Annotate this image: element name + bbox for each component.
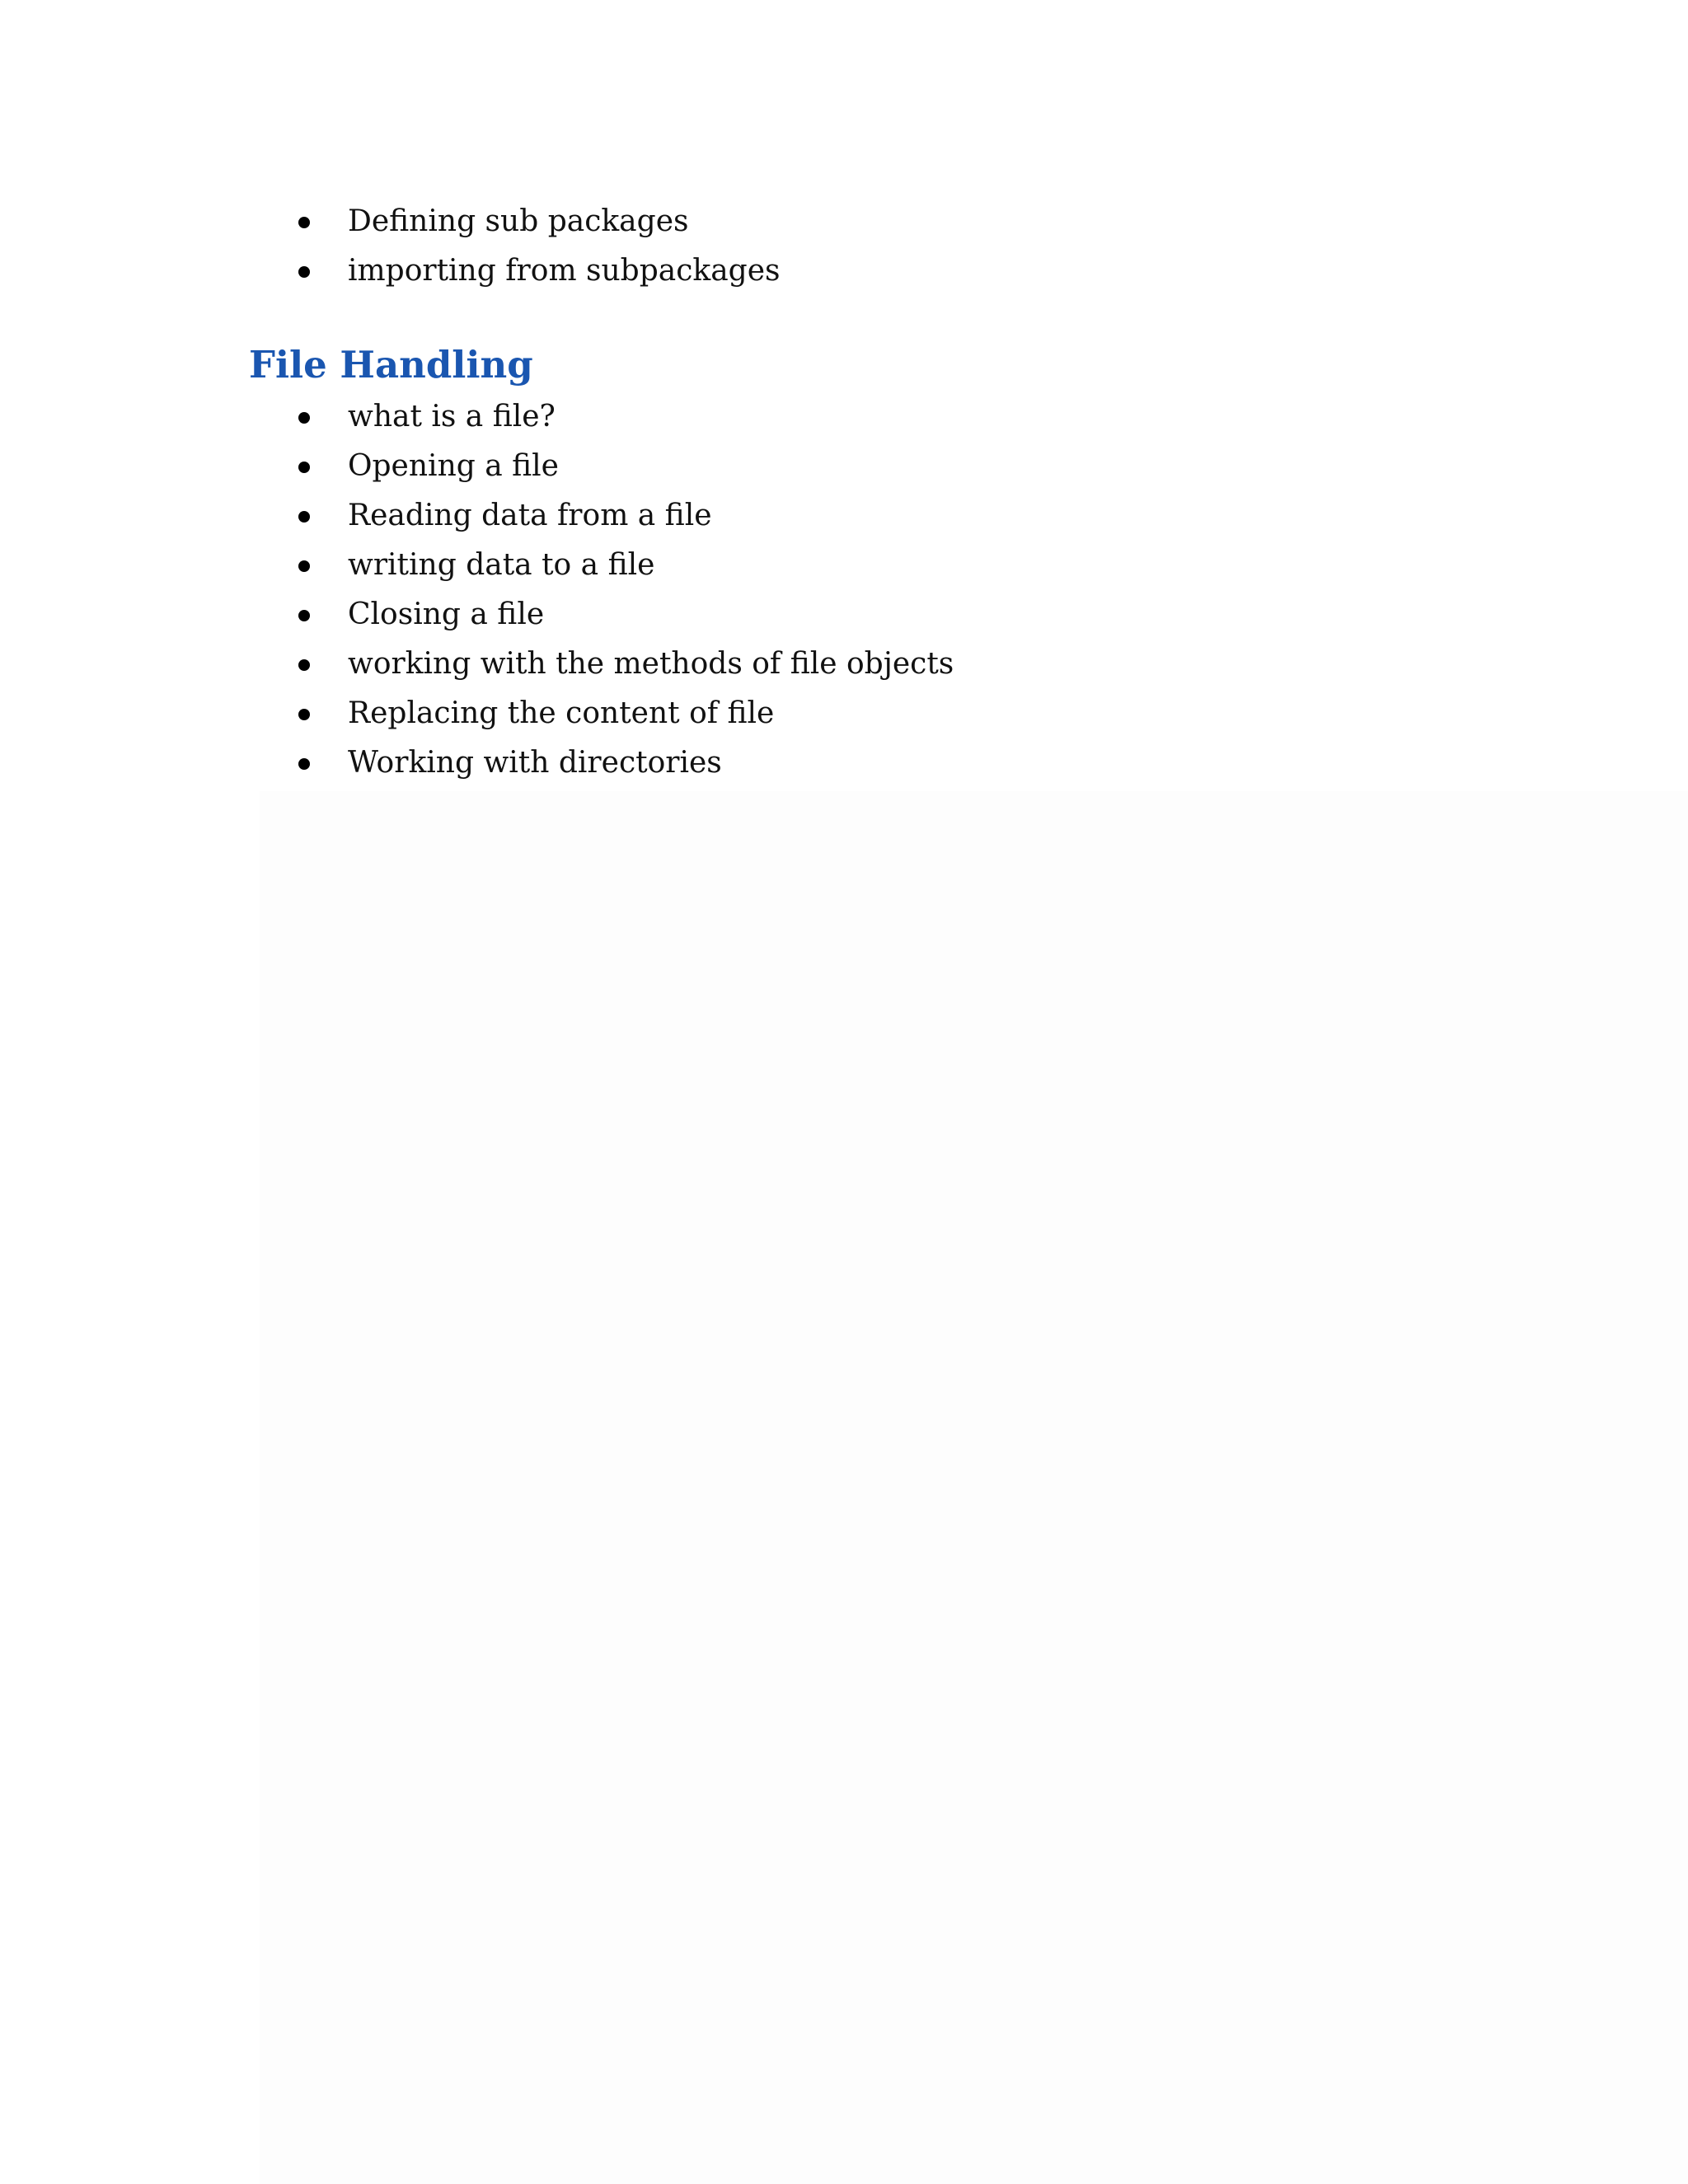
page-background (260, 791, 1688, 2184)
bullet-icon (298, 462, 310, 473)
bullet-icon (298, 709, 310, 720)
file-handling-bullet-list (249, 392, 954, 788)
list-item (249, 640, 954, 689)
list-item-text: working with the methods of file objects (348, 647, 954, 681)
section-heading: File Handling (249, 343, 533, 387)
list-item-text: Opening a file (348, 449, 559, 483)
bullet-icon (298, 266, 310, 278)
list-item-text: Closing a file (348, 598, 545, 631)
intro-bullet-list (249, 197, 781, 296)
list-item-text: what is a file? (348, 400, 556, 434)
list-item (249, 197, 781, 246)
bullet-icon (298, 610, 310, 621)
list-item (249, 689, 954, 738)
list-item-text: writing data to a file (348, 548, 655, 582)
list-item (249, 541, 954, 590)
bullet-icon (298, 758, 310, 770)
bullet-icon (298, 560, 310, 572)
bullet-icon (298, 412, 310, 424)
list-item (249, 738, 954, 788)
list-item-text: Replacing the content of file (348, 696, 775, 730)
list-item (249, 590, 954, 640)
list-item (249, 392, 954, 442)
list-item (249, 246, 781, 296)
list-item (249, 491, 954, 541)
list-item-text: Reading data from a file (348, 499, 712, 532)
bullet-icon (298, 659, 310, 671)
list-item-text: Working with directories (348, 746, 722, 780)
bullet-icon (298, 511, 310, 523)
bullet-icon (298, 217, 310, 228)
list-item-text: importing from subpackages (348, 254, 781, 288)
list-item (249, 442, 954, 491)
list-item-text: Defining sub packages (348, 204, 689, 238)
